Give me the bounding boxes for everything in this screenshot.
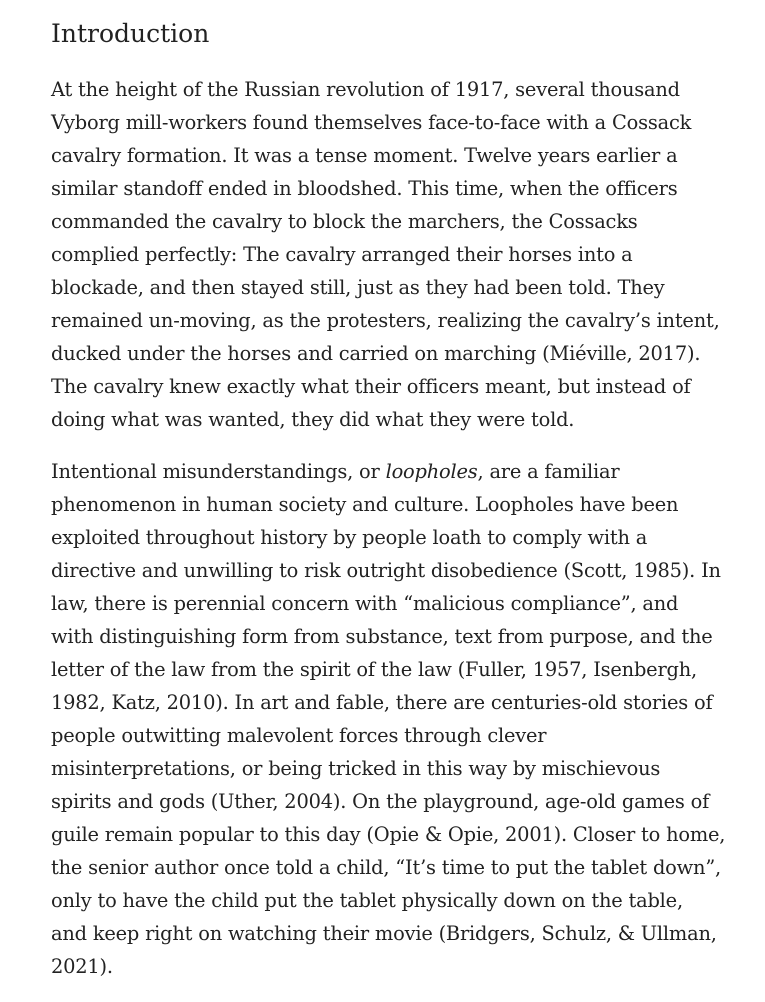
text-line: people outwitting malevolent forces through clever [51, 724, 547, 747]
text-line: guile remain popular to this day (Opie & Opie, 2001). Closer to home, [51, 823, 726, 846]
text-line: only to have the child put the tablet physically down on the table, [51, 889, 683, 912]
text-line: letter of the law from the spirit of the law (Fuller, 1957, Isenbergh, [51, 658, 697, 681]
paragraph-cossack-story [51, 73, 741, 436]
article-body [51, 14, 741, 1002]
text-line: misinterpretations, or being tricked in this way by mischievous [51, 757, 661, 780]
text-line: similar standoff ended in bloodshed. This time, when the officers [51, 177, 678, 200]
text-line: 2021). [51, 955, 113, 978]
text-line: cavalry formation. It was a tense moment. Twelve years earlier a [51, 144, 678, 167]
emphasized-term: loopholes [385, 460, 478, 483]
text-line: blockade, and then stayed still, just as they had been told. They [51, 276, 665, 299]
text-line: directive and unwilling to risk outright disobedience (Scott, 1985). In [51, 559, 721, 582]
text-line: 1982, Katz, 2010). In art and fable, there are centuries-old stories of [51, 691, 713, 714]
text-segment: Intentional misunderstandings, or [51, 460, 386, 483]
section-title: Introduction [51, 19, 210, 48]
text-line: The cavalry knew exactly what their officers meant, but instead of [51, 375, 691, 398]
text-line: the senior author once told a child, “It’s time to put the tablet down”, [51, 856, 722, 879]
text-line: ducked under the horses and carried on marching (Miéville, 2017). [51, 342, 701, 365]
text-line: At the height of the Russian revolution of 1917, several thousand [51, 78, 680, 101]
text-line: commanded the cavalry to block the marchers, the Cossacks [51, 210, 638, 233]
text-line [51, 455, 741, 488]
text-segment: , are a familiar [477, 460, 620, 483]
text-line: doing what was wanted, they did what they were told. [51, 408, 575, 431]
text-line: exploited throughout history by people loath to comply with a [51, 526, 648, 549]
text-line: law, there is perennial concern with “malicious compliance”, and [51, 592, 679, 615]
text-line: spirits and gods (Uther, 2004). On the playground, age-old games of [51, 790, 710, 813]
text-line: Vyborg mill-workers found themselves face-to-face with a Cossack [51, 111, 692, 134]
text-line: phenomenon in human society and culture. Loopholes have been [51, 493, 679, 516]
paragraph-loopholes [51, 455, 741, 983]
text-line: remained un-moving, as the protesters, realizing the cavalry’s intent, [51, 309, 720, 332]
text-line: complied perfectly: The cavalry arranged their horses into a [51, 243, 633, 266]
text-line: with distinguishing form from substance, text from purpose, and the [51, 625, 713, 648]
text-line: and keep right on watching their movie (Bridgers, Schulz, & Ullman, [51, 922, 717, 945]
